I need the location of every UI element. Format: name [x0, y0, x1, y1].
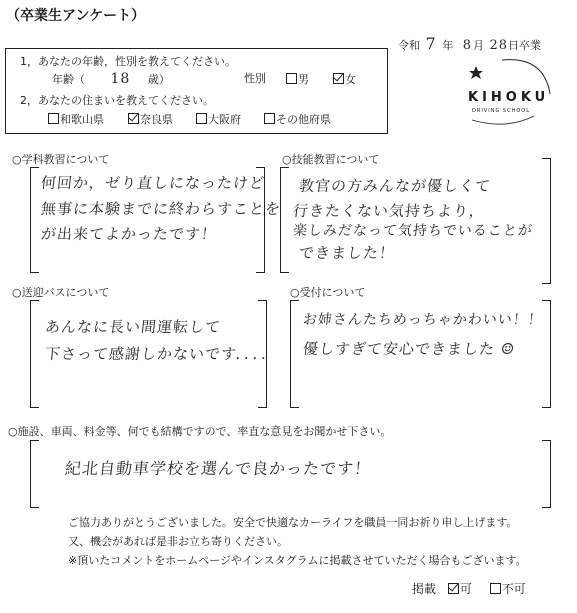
technical-section-label: ○技能教習について — [282, 153, 380, 166]
prefecture-checkbox[interactable] — [48, 113, 59, 124]
date-day-value: 28 — [489, 38, 509, 53]
prefecture-option-other[interactable] — [264, 113, 331, 125]
academic-comment-line: 無事に本験までに終わらすことを — [40, 200, 283, 218]
publish-no-option[interactable] — [490, 582, 526, 596]
technical-comment-line: 教官の方みんなが優しくて — [298, 177, 493, 195]
thank-you-message: ご協力ありがとうございました。安全で快適なカーライフを職員一同お祈り申し上げます。 — [68, 516, 518, 529]
question-age-gender: 1，あなたの年齢，性別を教えてください。 — [20, 55, 236, 68]
technical-bracket-left — [280, 167, 289, 273]
prefecture-option-osaka[interactable] — [196, 113, 241, 125]
bus-section-label: ○送迎バスについて — [12, 286, 110, 299]
prefecture-checkbox[interactable] — [128, 113, 139, 124]
prefecture-option-wakayama[interactable] — [48, 113, 104, 125]
facility-bracket-right — [542, 440, 551, 508]
female-checkbox[interactable] — [333, 73, 344, 84]
age-label: 年齢（ — [52, 73, 85, 86]
gender-label: 性別 — [244, 72, 266, 85]
date-month-label: 月 — [472, 39, 484, 52]
facility-bracket-left — [30, 440, 39, 508]
publish-yes-checkbox[interactable] — [448, 583, 459, 594]
academic-comment-line: が出来てよかったです！ — [40, 225, 219, 243]
logo-subtitle: DRIVING SCHOOL — [472, 108, 530, 114]
prefecture-option-nara[interactable] — [128, 113, 173, 125]
reception-comment-line: お姉さんたちめっちゃかわいい！！ — [302, 312, 544, 328]
age-field — [52, 72, 170, 86]
facility-comment-line: 紀北自動車学校を選んで良かったです！ — [64, 459, 373, 478]
gender-female-option[interactable] — [333, 73, 356, 85]
technical-comment-line: 楽しみだなって気持ちでいることが — [292, 223, 534, 239]
prefecture-checkbox[interactable] — [264, 113, 275, 124]
question-residence: 2，あなたの住まいを教えてください。 — [20, 94, 214, 107]
publish-yes-option[interactable] — [448, 582, 476, 596]
visit-again-message: 又、機会があれば是非お立ち寄りください。 — [68, 535, 288, 548]
female-label: 女 — [345, 73, 356, 86]
kihoku-logo — [462, 58, 557, 128]
publish-label: 掲載 — [412, 582, 437, 596]
academic-comment-line: 何回か，ゼり直しになったけど — [40, 174, 267, 192]
bus-comment-line: 下さって感謝しかないです．．．． — [44, 345, 279, 363]
reception-bracket-left — [290, 300, 299, 408]
publish-no-label: 不可 — [501, 582, 526, 596]
prefecture-label: 大阪府 — [208, 113, 241, 126]
survey-title: （卒業生アンケート） — [6, 8, 146, 24]
facility-section-label: ○施設、車両、料金等、何でも結構ですので、率直な意見をお聞かせ下さい。 — [8, 425, 392, 438]
prefecture-label: 和歌山県 — [60, 113, 104, 126]
academic-section-label: ○学科教習について — [12, 153, 110, 166]
gender-male-option[interactable] — [286, 73, 309, 85]
technical-bracket-right — [542, 158, 551, 284]
date-day-label: 日卒業 — [508, 39, 542, 52]
bus-comment-line: あんなに長い間運転して — [44, 318, 223, 336]
prefecture-label: その他府県 — [276, 113, 331, 126]
reception-section-label: ○受付について — [290, 286, 366, 299]
reception-comment-line: 優しすぎて安心できました ☺ — [302, 340, 517, 358]
age-value[interactable]: 18 — [110, 71, 131, 87]
academic-bracket-left — [30, 167, 39, 273]
bus-bracket-left — [30, 300, 39, 408]
technical-comment-line: 行きたくない気持ちより， — [292, 202, 487, 220]
male-label: 男 — [298, 73, 309, 86]
publish-no-checkbox[interactable] — [490, 583, 501, 594]
male-checkbox[interactable] — [286, 73, 297, 84]
age-suffix: 歳） — [147, 73, 170, 86]
prefecture-checkbox[interactable] — [196, 113, 207, 124]
date-year-label: 年 — [442, 39, 454, 52]
date-era: 令和 — [398, 39, 420, 52]
date-year-value: 7 — [425, 34, 437, 53]
logo-name: KIHOKU — [468, 90, 550, 105]
prefecture-label: 奈良県 — [140, 113, 173, 126]
graduation-date — [398, 36, 541, 52]
publish-permission — [412, 583, 526, 595]
date-month-value: 8 — [462, 38, 472, 53]
star-icon — [469, 66, 483, 79]
publication-notice: ※頂いたコメントをホームページやインスタグラムに掲載させていただく場合もございます。 — [68, 554, 527, 567]
technical-comment-line: できました！ — [298, 244, 397, 262]
publish-yes-label: 可 — [459, 582, 472, 596]
